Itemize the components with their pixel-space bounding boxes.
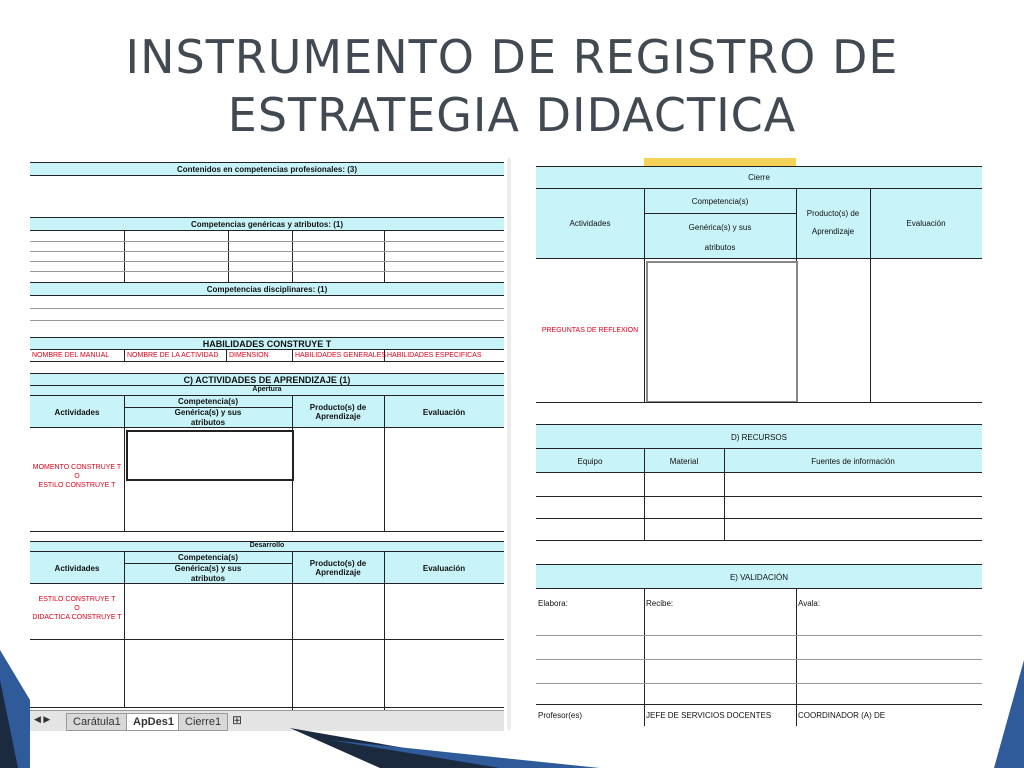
disciplinares-header: Competencias disciplinares: (1) <box>30 282 504 295</box>
hab-col-actividad: NOMBRE DE LA ACTIVIDAD <box>127 352 219 359</box>
habilidades-columns <box>30 349 504 361</box>
contenidos-body[interactable] <box>30 175 504 217</box>
hab-col-manual: NOMBRE DEL MANUAL <box>32 352 110 359</box>
habilidades-header: HABILIDADES CONSTRUYE T <box>30 337 504 349</box>
validacion-header: E) VALIDACIÓN <box>536 564 982 588</box>
tab-apdes1[interactable]: ApDes1 <box>126 713 181 731</box>
apertura-columns: Actividades Competencia(s) Genérica(s) y sus atributos Producto(s) de Aprendizaje Evaluación <box>30 395 504 427</box>
habilidades-body[interactable] <box>30 361 504 373</box>
recursos-row-2[interactable] <box>536 496 982 518</box>
decorative-wedges <box>0 640 1024 768</box>
selected-range[interactable] <box>646 261 798 403</box>
validacion-roles: Profesor(es) JEFE DE SERVICIOS DOCENTES COORDINADOR (A) DE <box>536 704 982 726</box>
hab-col-generales: HABILIDADES GENERALES <box>295 352 387 359</box>
disciplinares-body[interactable] <box>30 295 504 329</box>
tab-caratula1[interactable]: Carátula1 <box>66 713 128 731</box>
slide-title-line2: ESTRATEGIA DIDACTICA <box>227 88 797 142</box>
estilo-label: ESTILO CONSTRUYE T <box>38 596 116 603</box>
hab-col-especificas: HABILIDADES ESPECIFICAS <box>387 352 482 359</box>
recursos-row-3[interactable] <box>536 518 982 540</box>
slide-title <box>0 28 1024 144</box>
recursos-header: D) RECURSOS <box>536 424 982 448</box>
selected-cell[interactable] <box>126 430 294 481</box>
contenidos-header: Contenidos en competencias profesionales: (3) <box>30 162 504 175</box>
recursos-columns: Equipo Material Fuentes de información <box>536 448 982 472</box>
cierre-header: Cierre <box>536 166 982 188</box>
tab-cierre1[interactable]: Cierre1 <box>178 713 228 731</box>
actividades-title: C) ACTIVIDADES DE APRENDIZAJE (1) <box>30 373 504 385</box>
genericas-header: Competencias genéricas y atributos: (1) <box>30 217 504 230</box>
desarrollo-body-1[interactable]: ESTILO CONSTRUYE T O DIDACTICA CONSTRUYE T <box>30 583 504 639</box>
validacion-body[interactable]: Elabora: Recibe: Avala: <box>536 588 982 704</box>
desarrollo-header: Desarrollo <box>30 541 504 551</box>
momento-label: MOMENTO CONSTRUYE T <box>32 464 122 471</box>
new-sheet-icon[interactable]: ⊞ <box>232 713 243 727</box>
slide-title-line1: INSTRUMENTO DE REGISTRO DE <box>125 30 899 84</box>
apertura-body[interactable]: MOMENTO CONSTRUYE T O ESTILO CONSTRUYE T <box>30 427 504 531</box>
preguntas-label: PREGUNTAS DE REFLEXION <box>541 327 639 334</box>
right-wedge-blue <box>994 660 1024 768</box>
recursos-row-1[interactable] <box>536 472 982 496</box>
tab-nav-icon[interactable]: ◀ ▶ <box>34 714 51 724</box>
desarrollo-columns: Actividades Competencia(s) Genérica(s) y sus atributos Producto(s) de Aprendizaje Evaluación <box>30 551 504 583</box>
cierre-columns: Actividades Competencia(s) Genérica(s) y sus atributos Producto(s) de Aprendizaje Evaluación <box>536 188 982 258</box>
apertura-header: Apertura <box>30 385 504 395</box>
cierre-body[interactable] <box>536 258 982 402</box>
genericas-body[interactable] <box>30 230 504 282</box>
hab-col-dimension: DIMENSION <box>229 352 269 359</box>
